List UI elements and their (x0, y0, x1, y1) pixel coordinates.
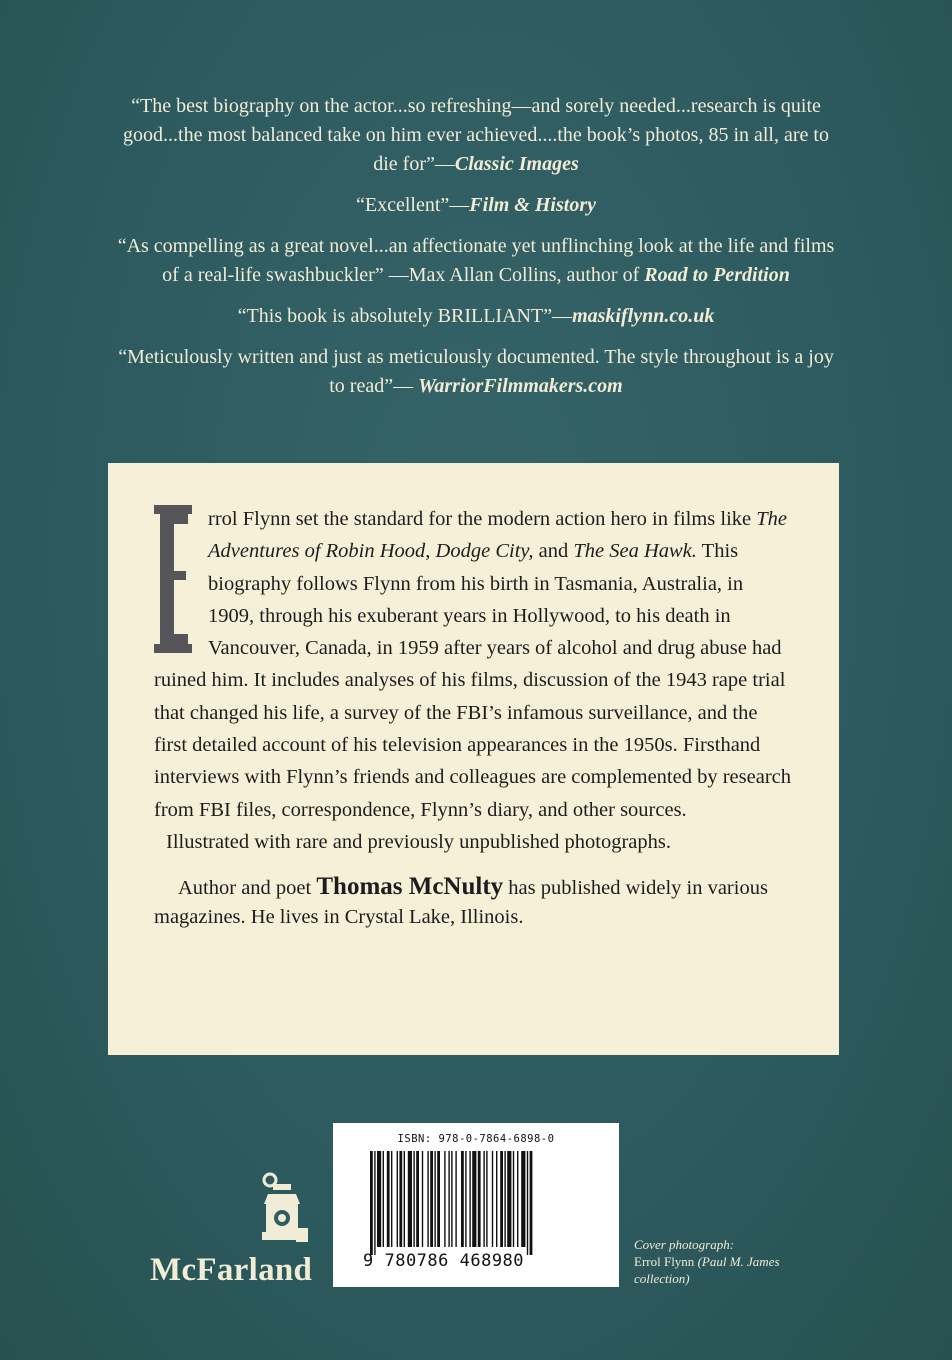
quote-max-allan-collins: “As compelling as a great novel...an affectionate yet unflinching look at the life and films of a real-life swashbuckler” —Max Allan Collins, author of Road to Perdition (117, 235, 835, 286)
isbn-barcode (333, 1123, 619, 1287)
isbn-label: ISBN: 978-0-7864-6898-0 (397, 1133, 555, 1145)
barcode-bars (370, 1151, 582, 1255)
cover-credit-label: Cover photograph: (634, 1237, 735, 1252)
review-quotes (110, 92, 842, 413)
publisher-imprint (150, 1170, 320, 1300)
quote-film-history: “Excellent”—Film & History (356, 194, 596, 216)
quote-warrior-filmmakers: “Meticulously written and just as meticulously documented. The style throughout is a joy to read”— WarriorFilmmakers.com (118, 346, 834, 397)
barcode-digits: 9 780786 468980 (363, 1251, 525, 1271)
illustrations-note: Illustrated with rare and previously unpublished photographs. (166, 830, 671, 853)
lantern-logo-icon (258, 1170, 310, 1248)
book-description: rrol Flynn set the standard for the modern action hero in films like The Adventures of Robin Hood, Dodge City, and The Sea Hawk. This biography follows Flynn from his birth in Tasmania, Australia, in 1909, through his exuberant years in Hollywood, to his death in Vancouver, Canada, in 1959 after years of alcohol and drug abuse had ruined him. It includes analyses of his films, discussion of the 1943 rape trial that changed his life, a survey of the FBI’s infamous surveillance, and the first detailed account of his television appearances in the 1950s. Firsthand interviews with Flynn’s friends and colleagues are complemented by research from FBI files, correspondence, Flynn’s diary, and other sources. Illustrated with rare and previously unpublished photographs. (154, 503, 793, 858)
description-panel (108, 463, 839, 1055)
cover-credit-source: (Paul M. James collection) (634, 1254, 780, 1286)
author-name: Thomas McNulty (316, 873, 504, 901)
quote-classic-images: “The best biography on the actor...so refreshing—and sorely needed...research is quite good...the most balanced take on him ever achieved....the book’s photos, 85 in all, are to die for”—Classic Images (123, 95, 829, 175)
dropcap-letter-e (154, 505, 194, 653)
author-bio: Author and poet Thomas McNulty has published widely in various magazines. He lives in Crystal Lake, Illinois. (154, 873, 768, 929)
publisher-name: McFarland (150, 1252, 313, 1288)
cover-credit (634, 1236, 784, 1287)
quote-maskiflynn: “This book is absolutely BRILLIANT”—maskiflynn.co.uk (237, 305, 715, 327)
cover-credit-subject: Errol Flynn (634, 1254, 698, 1269)
